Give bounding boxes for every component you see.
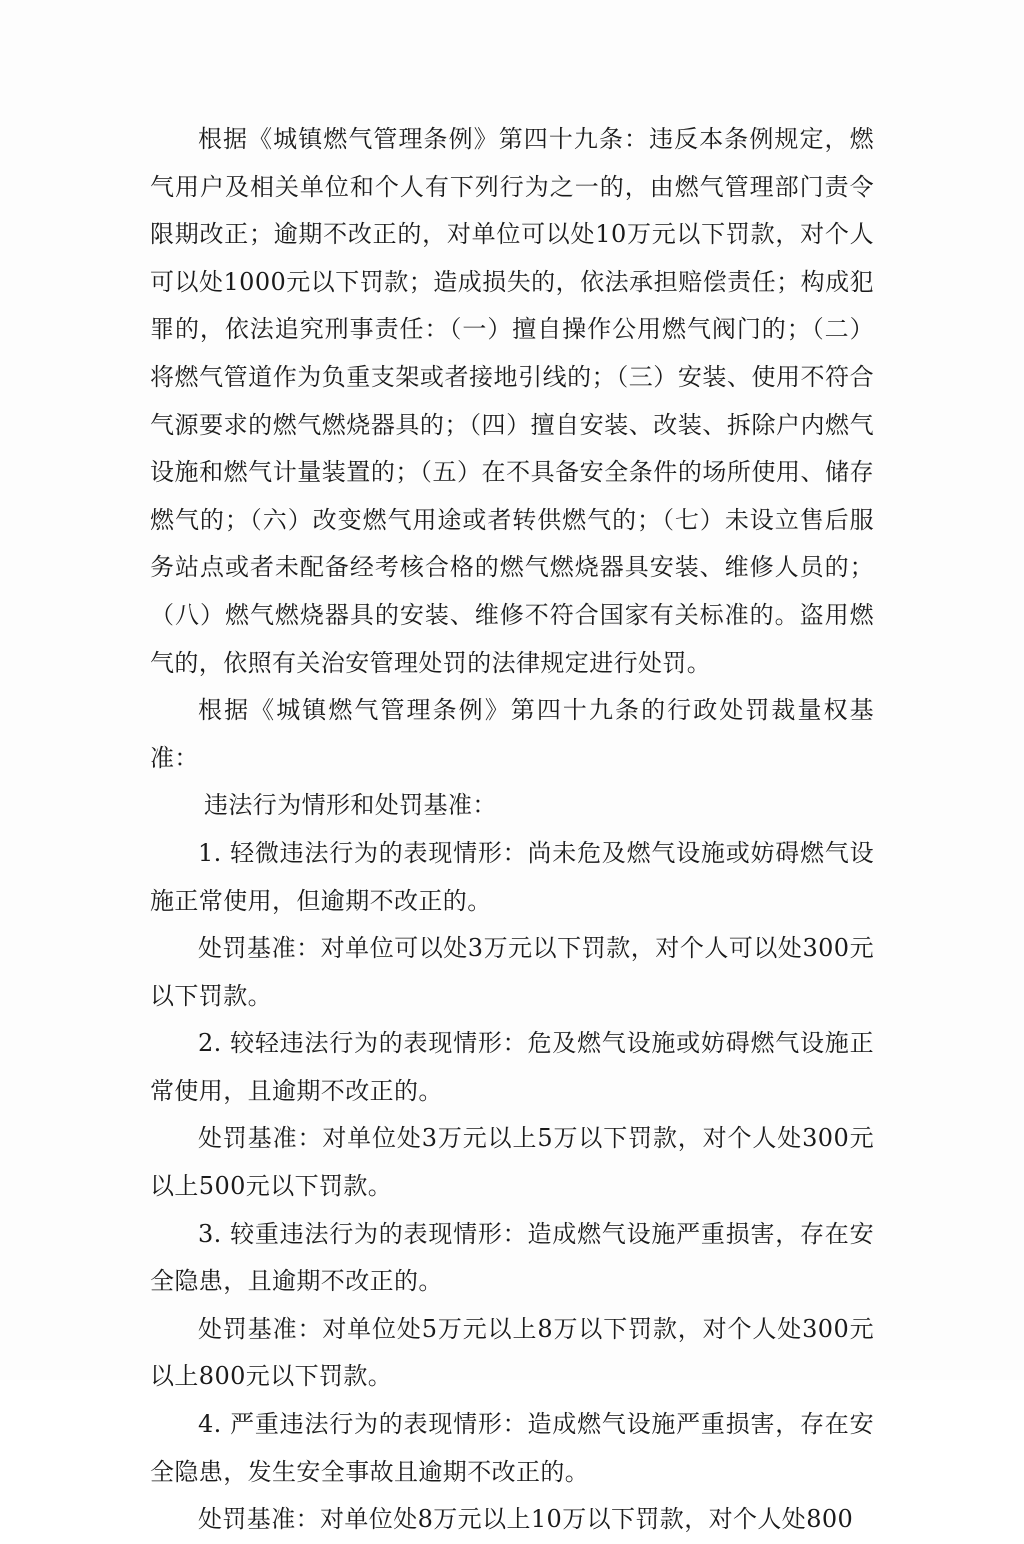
item-4-penalty: 处罚基准：对单位处8万元以上10万以下罚款，对个人处800: [198, 1505, 854, 1534]
discretion-standard-intro: 根据《城镇燃气管理条例》第四十九条的行政处罚裁量权基准：: [150, 696, 874, 772]
item-1-penalty: 处罚基准：对单位可以处3万元以下罚款，对个人可以处300元以下罚款。: [150, 934, 874, 1010]
document-body: [150, 116, 874, 1544]
item-2-situation: 2. 较轻违法行为的表现情形：危及燃气设施或妨碍燃气设施正常使用，且逾期不改正的。: [150, 1029, 874, 1105]
item-3-situation: 3. 较重违法行为的表现情形：造成燃气设施严重损害，存在安全隐患，且逾期不改正的。: [150, 1219, 874, 1296]
item-1-situation: 1. 轻微违法行为的表现情形：尚未危及燃气设施或妨碍燃气设施正常使用，但逾期不改正的。: [150, 838, 874, 915]
item-2-penalty: 处罚基准：对单位处3万元以上5万以下罚款，对个人处300元以上500元以下罚款。: [150, 1124, 874, 1201]
article-49-paragraph: 根据《城镇燃气管理条例》第四十九条：违反本条例规定，燃气用户及相关单位和个人有下列行为之一的，由燃气管理部门责令限期改正；逾期不改正的，对单位可以处10万元以下罚款，对个人可以处1000元以下罚款；造成损失的，依法承担赔偿责任；构成犯罪的，依法追究刑事责任：（一）擅自操作公用燃气阀门的；（二）将燃气管道作为负重支架或者接地引线的；（三）安装、使用不符合气源要求的燃气燃烧器具的；（四）擅自安装、改装、拆除户内燃气设施和燃气计量装置的；（五）在不具备安全条件的场所使用、储存燃气的；（六）改变燃气用途或者转供燃气的；（七）未设立售后服务站点或者未配备经考核合格的燃气燃烧器具安装、维修人员的；（八）燃气燃烧器具的安装、维修不符合国家有关标准的。盗用燃气的，依照有关治安管理处罚的法律规定进行处罚。: [150, 125, 874, 677]
item-4-situation: 4. 严重违法行为的表现情形：造成燃气设施严重损害，存在安全隐患，发生安全事故且逾期不改正的。: [150, 1410, 874, 1486]
section-heading: 违法行为情形和处罚基准：: [204, 791, 497, 820]
item-3-penalty: 处罚基准：对单位处5万元以上8万以下罚款，对个人处300元以上800元以下罚款。: [150, 1314, 874, 1391]
